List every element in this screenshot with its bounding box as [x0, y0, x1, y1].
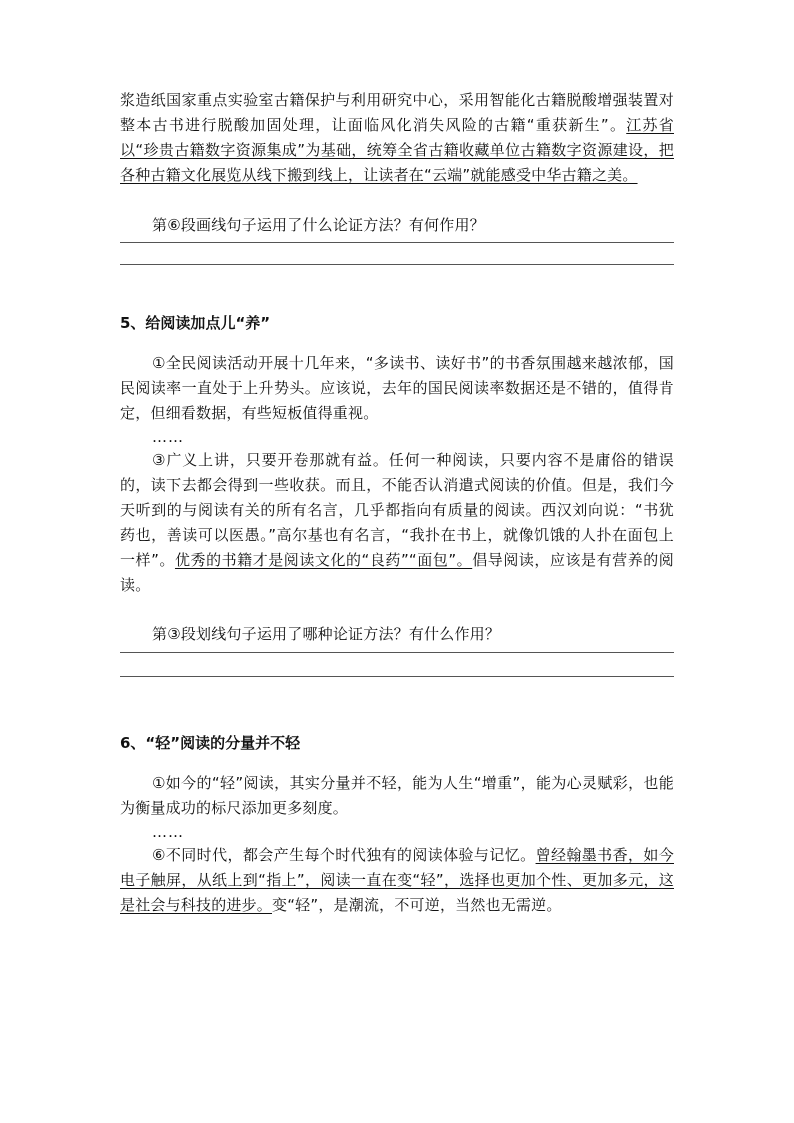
paragraph-text: 浆造纸国家重点实验室古籍保护与利用研究中心，采用智能化古籍脱酸增强装置对整本古书进行脱酸加固处理，让面临风化消失风险的古籍“重获新生”。: [120, 91, 674, 134]
ellipsis: ……: [152, 823, 184, 841]
paragraph-text: ⑥不同时代，都会产生每个时代独有的阅读体验与记忆。: [152, 846, 536, 864]
passage-4-paragraph-6: [120, 88, 674, 188]
underlined-sentence: 曾经翰墨书香，如今电子触屏，从纸上到“指上”，阅读一直在变“轻”，选择也更加个性、更加多元，这是社会与科技的进步。: [120, 846, 674, 914]
underlined-sentence: 优秀的书籍才是阅读文化的“良药”“面包”。: [174, 551, 473, 569]
question-5: 第③段划线句子运用了哪种论证方法？有什么作用？: [152, 625, 501, 643]
section-6-paragraph-6: [120, 843, 674, 918]
section-6-paragraph-1: ①如今的“轻”阅读，其实分量并不轻，能为人生“增重”，能为心灵赋彩，也能为衡量成功的标尺添加更多刻度。: [120, 774, 674, 817]
ellipsis: ……: [152, 428, 184, 446]
section-6-heading: 6、“轻”阅读的分量并不轻: [120, 734, 301, 752]
paragraph-text: ③广义上讲，只要开卷那就有益。任何一种阅读，只要内容不是庸俗的错误的，读下去都会得到一些收获。而且，不能否认消遣式阅读的价值。但是，我们今天听到的与阅读有关的所有名言，几乎都指向有质量的阅读。西汉刘向说：“书犹药也，善读可以医愚。”高尔基也有名言，“我扑在书上，就像饥饿的人扑在面包上一样”。: [120, 451, 674, 569]
question-4: 第⑥段画线句子运用了什么论证方法？有何作用？: [152, 216, 485, 234]
document-page: [120, 88, 674, 918]
section-5-paragraph-1: ①全民阅读活动开展十几年来，“多读书、读好书”的书香氛围越来越浓郁，国民阅读率一直处于上升势头。应该说，去年的国民阅读率数据还是不错的，值得肯定，但细看数据，有些短板值得重视。: [120, 354, 674, 422]
section-5-paragraph-3: [120, 448, 674, 598]
paragraph-text: 倡导阅读，应该是有营养的阅读。: [120, 551, 674, 594]
underlined-sentence: 江苏省以“珍贵古籍数字资源集成”为基础，统筹全省古籍收藏单位古籍数字资源建设，把各种古籍文化展览从线下搬到线上，让读者在“云端”就能感受中华古籍之美。: [120, 116, 674, 184]
section-5-heading: 5、给阅读加点儿“养”: [120, 314, 271, 332]
paragraph-text: 变“轻”，是潮流，不可逆，当然也无需逆。: [272, 896, 562, 914]
